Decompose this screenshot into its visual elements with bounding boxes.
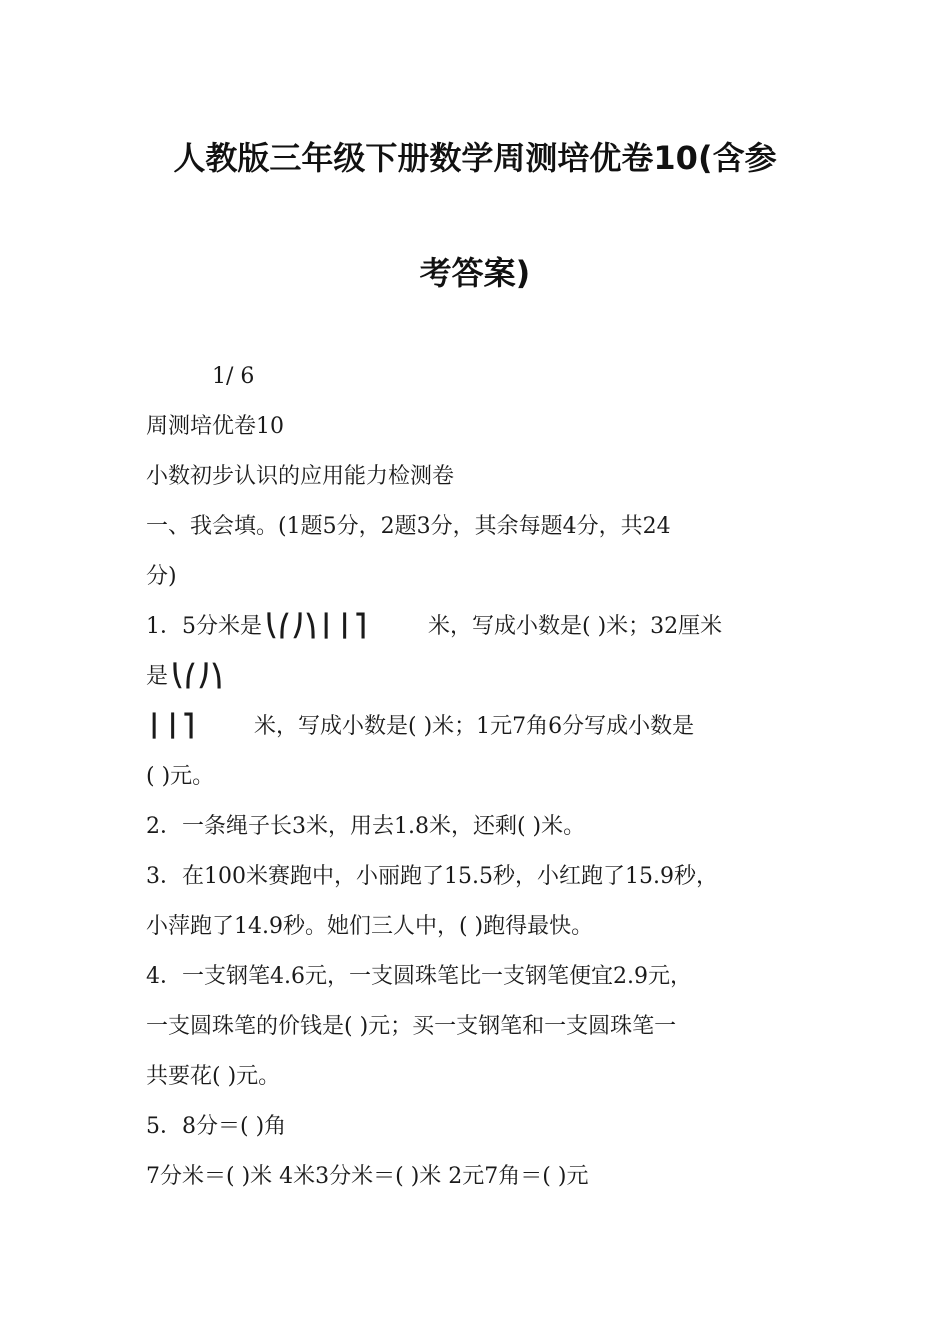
section-heading: 一、我会填。(1题5分，2题3分，其余每题4分，共24 [146, 514, 671, 539]
question-4-line-2: 一支圆珠笔的价钱是( )元；买一支钢笔和一支圆珠笔一 [146, 1014, 677, 1039]
document-title-line-1: 人教版三年级下册数学周测培优卷10(含参 [173, 139, 777, 177]
question-3-line-1: 3．在100米赛跑中，小丽跑了15.5秒，小红跑了15.9秒， [146, 864, 718, 889]
fraction-blank: ⎝⎛⎠⎞ [172, 664, 225, 689]
worksheet-name: 周测培优卷10 [146, 414, 284, 439]
q1-c-suffix: 米，写成小数是( )米；1元7角6分写成小数是 [254, 714, 695, 739]
q1-prefix: 1．5分米是 [146, 614, 262, 639]
question-1-line-2 [146, 662, 228, 692]
q1-b-prefix: 是 [146, 664, 169, 689]
question-4-line-3: 共要花( )元。 [146, 1064, 281, 1089]
fraction-blank: ⎪⎪⎤ [146, 714, 196, 739]
question-1-line-4: ( )元。 [146, 764, 215, 789]
question-5-line-2: 7分米＝( )米 4米3分米＝( )米 2元7角＝( )元 [146, 1164, 589, 1189]
document-title-line-2: 考答案) [419, 254, 531, 292]
worksheet-subtitle: 小数初步认识的应用能力检测卷 [146, 464, 455, 489]
question-2: 2．一条绳子长3米，用去1.8米，还剩( )米。 [146, 814, 586, 839]
question-1-line-1 [146, 612, 722, 642]
section-heading-cont: 分) [146, 564, 177, 589]
question-3-line-2: 小萍跑了14.9秒。她们三人中，( )跑得最快。 [146, 914, 594, 939]
question-5-line-1: 5．8分＝( )角 [146, 1114, 287, 1139]
fraction-blank: ⎝⎛⎠⎞⎪⎪⎤ [266, 614, 368, 639]
question-4-line-1: 4．一支钢笔4.6元，一支圆珠笔比一支钢笔便宜2.9元， [146, 964, 692, 989]
question-1-line-3 [146, 712, 694, 742]
q1-suffix: 米，写成小数是( )米；32厘米 [428, 614, 723, 639]
page-number: 1/ 6 [212, 364, 255, 389]
